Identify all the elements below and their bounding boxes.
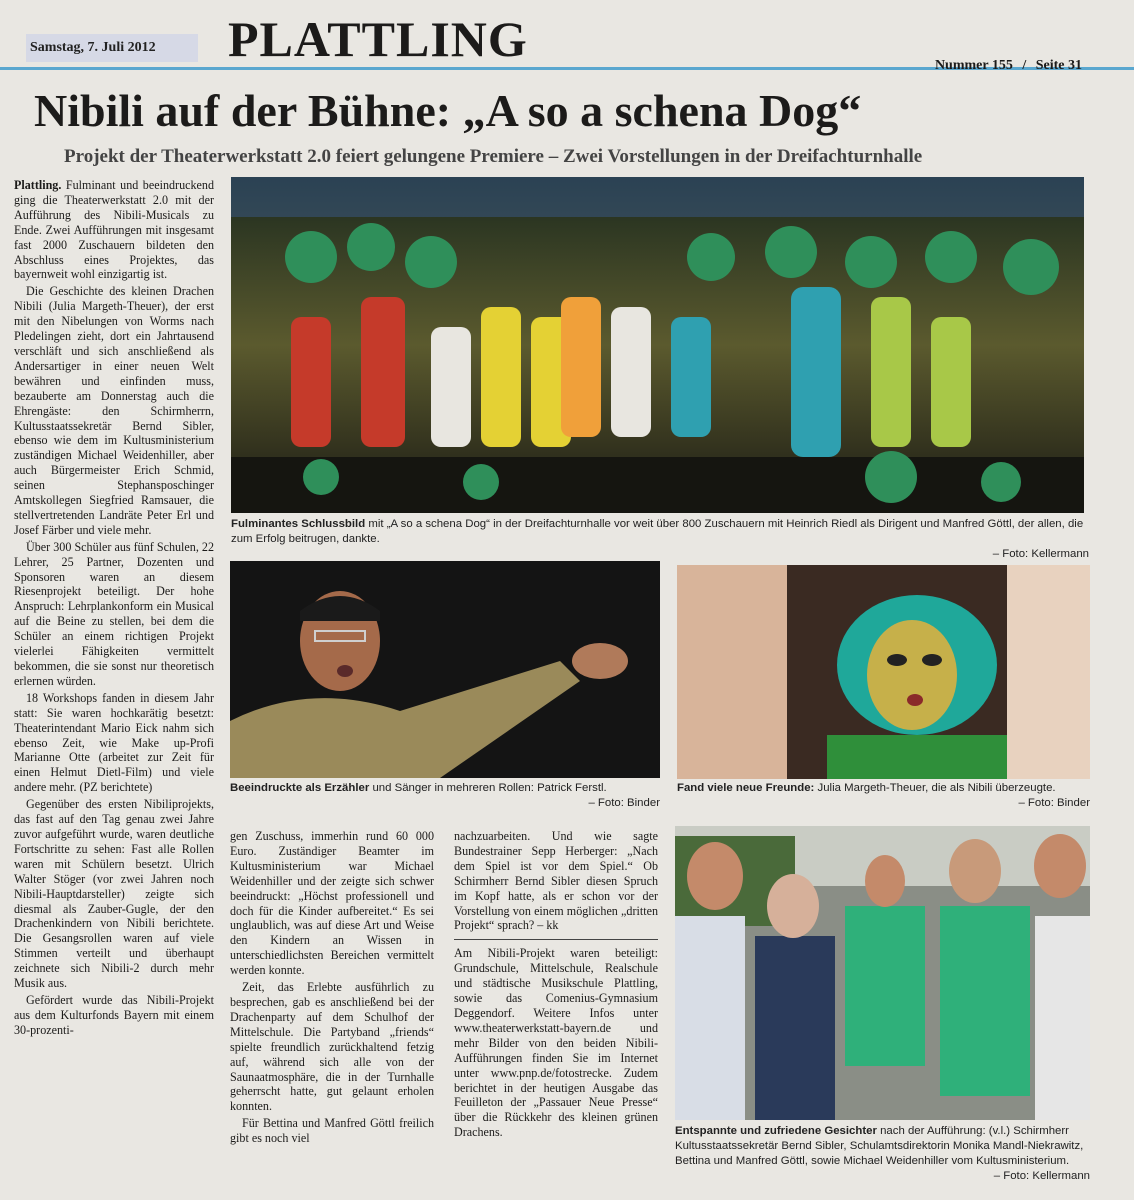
page-number: Seite 31 [1035, 58, 1082, 73]
article-column-3 [454, 829, 658, 1140]
caption-dragon: Fand viele neue Freunde: Julia Margeth-Theuer, die als Nibili überzeugte. – Foto: Binder [677, 782, 1090, 809]
article-column-1 [14, 178, 214, 1040]
paragraph: Plattling. Fulminant und beeindruckend ging die Theaterwerkstatt 2.0 mit der Aufführung des Nibili-Musicals zu Ende. Zwei Aufführungen mit insgesamt fast 2000 Zuschauern bildeten den Abschluss eines Projektes, das bayernweit wohl einzigartig ist. [14, 178, 214, 282]
photo-credit: – Foto: Kellermann [993, 1170, 1090, 1182]
headline: Nibili auf der Bühne: „A so a schena Dog“ [34, 85, 862, 136]
caption-lead: Entspannte und zufriedene Gesichter [675, 1125, 877, 1137]
photo-narrator [230, 561, 660, 778]
caption-lead: Beeindruckte als Erzähler [230, 782, 370, 794]
article-column-2 [230, 829, 434, 1148]
photo-group [675, 826, 1090, 1120]
section-title: PLATTLING [228, 11, 528, 67]
paragraph: Über 300 Schüler aus fünf Schulen, 22 Lehrer, 25 Partner, Dozenten und Sponsoren waren an diesem Riesenprojekt beteiligt. Der hohe Anspruch: Lehrplankonform ein Musical auf die Beine zu stellen, bei dem die Schüler an einem richtigen Projekt vielerlei Fähigkeiten vermittelt bekommen, die sie sonst nur theoretisch erlernen würden. [14, 539, 214, 688]
paragraph: gen Zuschuss, immerhin rund 60 000 Euro. Zuständiger Beamter im Kultusministerium war Michael Weidenhiller und der zeigte sich schwer beeindruckt: „Höchst professionell und doch für die Kinder aufbereitet.“ Es sei unglaublich, was auf diese Art und Weise den Kindern an Wissen in unterschiedlichsten Bereichen vermittelt werden konnte. [230, 829, 434, 978]
issue-date: Samstag, 7. Juli 2012 [26, 34, 198, 62]
caption-group: Entspannte und zufriedene Gesichter nach der Aufführung: (v.l.) Schirmherr Kultusstaatssekretär Bernd Sibler, Schulamtsdirektorin Monika Mandl-Niekrawitz, Bettina und Manfred Göttl, sowie Michael Weidenhiller vom Kultusministerium. – Foto: Kellermann [675, 1125, 1090, 1182]
issue-number: Nummer 155 [934, 58, 1013, 73]
photo-credit: – Foto: Kellermann [992, 548, 1089, 560]
info-box: Am Nibili-Projekt waren beteiligt: Grundschule, Mittelschule, Realschule und städtische Musikschule Plattling, sowie das Comenius-Gymnasium Deggendorf. Weitere Infos unter www.theaterwerkstatt-bayern.de und mehr Bilder von den beiden Nibili-Aufführungen finden Sie im Internet unter www.pnp.de/fotostrecke. Zudem berichtet in der heutigen Ausgabe das Feuilleton der „Passauer Neue Presse“ über die Rückkehr des kleinen grünen Drachens. [454, 939, 658, 1140]
caption-narrator: Beeindruckte als Erzähler und Sänger in mehreren Rollen: Patrick Ferstl. – Foto: Binder [230, 782, 660, 809]
paragraph: Die Geschichte des kleinen Drachen Nibili (Julia Margeth-Theuer), der erst mit den Nibelungen von Worms nach Pledelingen zieht, dort ein Jahrtausend verschläft und sich anschließend als Andersartiger in einer neuen Welt bewähren und einfinden muss, bezauberte am Donnerstag auch die Ehrengäste: den Schirmherrn, Kultusstaatssekretär Bernd Sibler, ebenso wie dem im Kultusministerium zuständigen Michael Weidenhiller, aber auch Bürgermeister Erich Schmid, seinen Stephansposchinger Amtskollegen Siegfried Ramsauer, die stellvertretenden Landräte Peter Erl und Josef Färber und viele mehr. [14, 284, 214, 537]
paragraph: Gefördert wurde das Nibili-Projekt aus dem Kulturfonds Bayern mit einem 30-prozenti- [14, 992, 214, 1037]
paragraph: Für Bettina und Manfred Göttl freilich gibt es noch viel [230, 1116, 434, 1146]
caption-lead: Fand viele neue Freunde: [677, 782, 815, 794]
photo-finale [231, 177, 1084, 513]
paragraph: 18 Workshops fanden in diesem Jahr statt: Sie waren hochkarätig besetzt: Theaterintendant Mario Eick nahm sich ebenso Zeit, wie Make up-Profi Marianne Otte (arbeitet zur Zeit für einen Helmut Dietl-Film) und viele andere mehr. (PZ berichtete) [14, 690, 214, 795]
caption-finale: Fulminantes Schlussbild mit „A so a schena Dog“ in der Dreifachturnhalle vor weit über 800 Zuschauern mit Heinrich Riedl als Dirigent und Manfred Göttl, der allen, die zum Erfolg beitrugen, dankte. – Foto: Kellermann [231, 518, 1089, 560]
photo-credit: – Foto: Binder [1018, 797, 1090, 809]
paragraph: nachzuarbeiten. Und wie sagte Bundestrainer Sepp Herberger: „Nach dem Spiel ist vor dem Spiel.“ Ob Schirmherr Bernd Sibler diesen Spruch im Kopf hatte, als er schon vor der Vorstellung von einem möglichen „dritten Projekt“ sprach? – kk [454, 829, 658, 933]
paragraph: Zeit, das Erlebte ausführlich zu besprechen, gab es anschließend bei der Drachenparty auf dem Schulhof der Mittelschule. Die Partyband „friends“ spielte freundlich zurückhaltend fetzig auf, während sich alle von der Saunaatmosphäre, die in der Turnhalle geherrscht hatte, gut gelaunt erholen konnten. [230, 980, 434, 1114]
subheadline: Projekt der Theaterwerkstatt 2.0 feiert gelungene Premiere – Zwei Vorstellungen in der Dreifachturnhalle [64, 146, 923, 167]
meta-separator: / [1022, 58, 1027, 73]
caption-lead: Fulminantes Schlussbild [231, 518, 366, 530]
photo-credit: – Foto: Binder [588, 797, 660, 809]
photo-dragon [677, 565, 1090, 779]
issue-meta [929, 58, 1082, 74]
paragraph: Gegenüber des ersten Nibiliprojekts, das fast auf den Tag genau zwei Jahre zuvor aufgeführt wurde, waren deutliche Fortschritte zu sehen: Fast alle Rollen waren mit Schülern besetzt. Ulrich Walter Stöger (vor zwei Jahren noch Nibili-Hauptdarsteller) zeigte sich diesmal als Zauber-Gugle, der den Drachenkindern von Nibili berichtete. Die Gesangsrollen waren auf viele Stimmen verteilt und überhaupt zeichnete sich Nibili-2 durch mehr Musik aus. [14, 797, 214, 991]
dateline: Plattling. [14, 178, 62, 192]
